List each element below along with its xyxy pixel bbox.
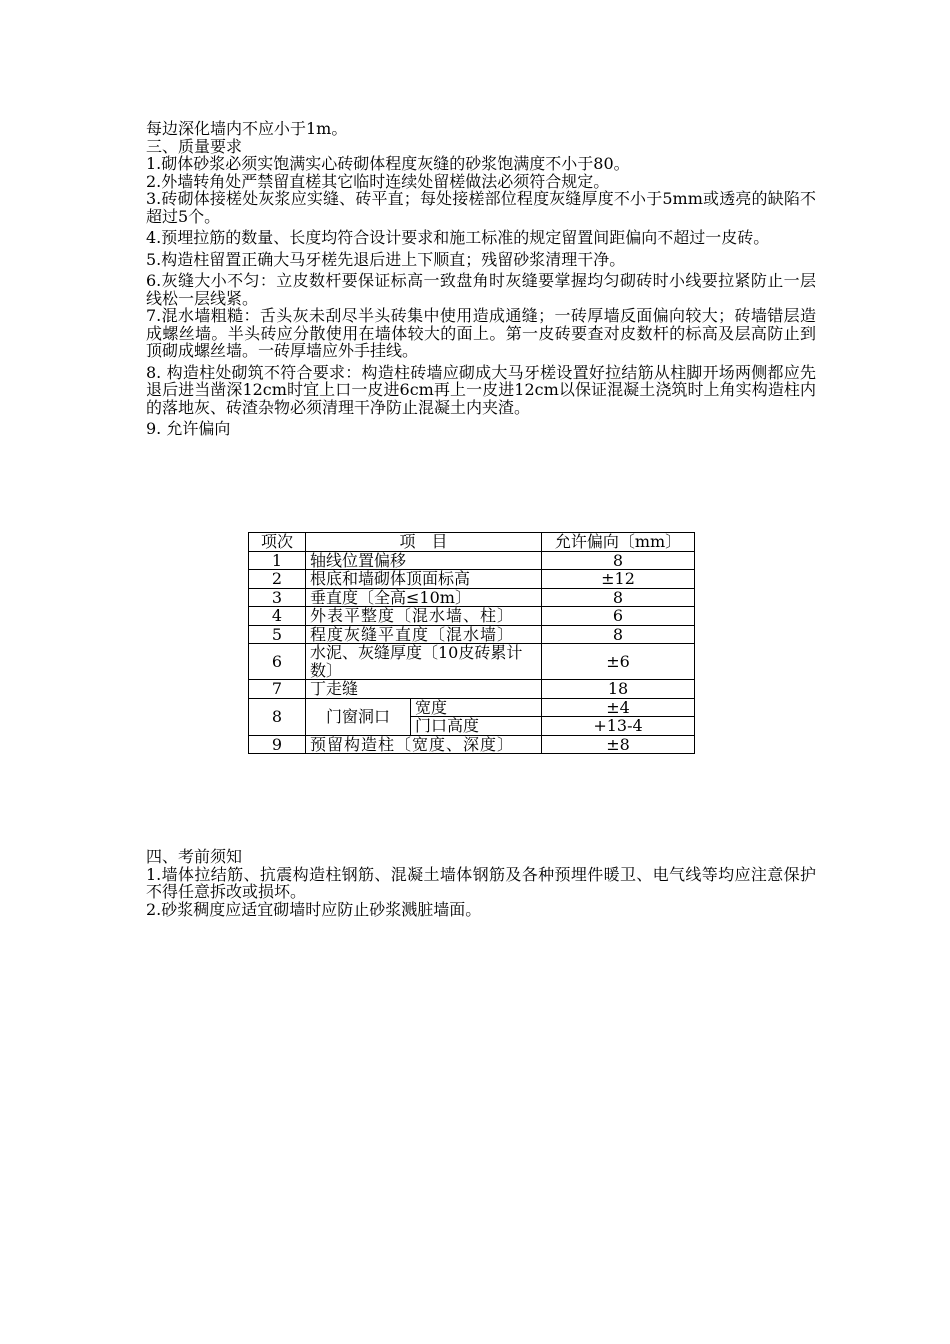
row-no: 5 — [249, 625, 306, 644]
table-row — [249, 644, 695, 680]
row-no: 8 — [249, 698, 306, 735]
row-no: 4 — [249, 607, 306, 626]
row-item: 程度灰缝平直度〔混水墙〕 — [306, 625, 542, 644]
row-value: ±8 — [542, 735, 695, 754]
row-no: 6 — [249, 644, 306, 680]
row-no: 9 — [249, 735, 306, 754]
row-no: 1 — [249, 551, 306, 570]
row-value: 8 — [542, 625, 695, 644]
row-value: 18 — [542, 680, 695, 699]
table-row — [249, 588, 695, 607]
paragraph: 2.外墙转角处严禁留直槎其它临时连续处留槎做法必须符合规定。 — [146, 171, 610, 191]
row-value: ±6 — [542, 644, 695, 680]
row-no: 3 — [249, 588, 306, 607]
header-no: 项次 — [249, 533, 306, 552]
row-no: 7 — [249, 680, 306, 699]
table-row — [249, 625, 695, 644]
header-value: 允许偏向〔mm〕 — [542, 533, 695, 552]
section-heading: 三、质量要求 — [146, 136, 243, 156]
section-heading: 四、考前须知 — [146, 847, 243, 866]
row-value: 8 — [542, 551, 695, 570]
row-item: 垂直度〔全高≤10m〕 — [306, 588, 542, 607]
paragraph: 3.砖砌体接槎处灰浆应实缝、砖平直；每处接槎部位程度灰缝厚度不小于5mm或透亮的缺陷不超过5个。 — [146, 189, 816, 226]
row-item: 预留构造柱〔宽度、深度〕 — [306, 735, 542, 754]
table-header-row — [249, 533, 695, 552]
tolerance-table — [248, 532, 695, 754]
row-value: ±12 — [542, 570, 695, 589]
row-value: 8 — [542, 588, 695, 607]
row-value: 6 — [542, 607, 695, 626]
paragraph: 9. 允许偏向 — [146, 419, 231, 438]
row-subitem: 门口高度 — [411, 717, 542, 736]
paragraph: 6.灰缝大小不匀：立皮数杆要保证标高一致盘角时灰缝要掌握均匀砌砖时小线要拉紧防止一层线松一层线紧。 — [146, 271, 816, 308]
table-row — [249, 698, 695, 717]
header-item: 项 目 — [306, 533, 542, 552]
table-row — [249, 680, 695, 699]
row-item: 水泥、灰缝厚度〔10皮砖累计数〕 — [306, 644, 542, 680]
document-body-top — [146, 120, 816, 438]
paragraph: 4.预埋拉筋的数量、长度均符合设计要求和施工标准的规定留置间距偏向不超过一皮砖。 — [146, 228, 770, 247]
document-body-bottom — [146, 848, 816, 918]
table-row — [249, 570, 695, 589]
row-item: 外表平整度〔混水墙、柱〕 — [306, 607, 542, 626]
row-item: 根底和墙砌体顶面标高 — [306, 570, 542, 589]
paragraph: 5.构造柱留置正确大马牙槎先退后进上下顺直；残留砂浆清理干净。 — [146, 249, 626, 269]
row-no: 2 — [249, 570, 306, 589]
paragraph: 每边深化墙内不应小于1m。 — [146, 119, 348, 138]
row-item: 门窗洞口 — [306, 698, 411, 735]
paragraph: 1.墙体拉结筋、抗震构造柱钢筋、混凝土墙体钢筋及各种预埋件暖卫、电气线等均应注意保护不得任意拆改或损坏。 — [146, 864, 816, 901]
row-value: ±4 — [542, 698, 695, 717]
table-row — [249, 735, 695, 754]
table-row — [249, 607, 695, 626]
row-item: 丁走缝 — [306, 680, 542, 699]
paragraph: 1.砌体砂浆必须实饱满实心砖砌体程度灰缝的砂浆饱满度不小于80。 — [146, 154, 630, 173]
paragraph: 8. 构造柱处砌筑不符合要求：构造柱砖墙应砌成大马牙槎设置好拉结筋从柱脚开场两侧都应先退后进当凿深12cm时宜上口一皮进6cm再上一皮进12cm以保证混凝土浇筑时上角实构造柱内的落地灰、砖渣杂物必须清理干净防止混凝土内夹渣。 — [146, 362, 816, 417]
row-value: +13-4 — [542, 717, 695, 736]
paragraph: 7.混水墙粗糙：舌头灰未刮尽半头砖集中使用造成通缝；一砖厚墙反面偏向较大；砖墙错层造成螺丝墙。半头砖应分散使用在墙体较大的面上。第一皮砖要查对皮数杆的标高及层高防止到顶砌成螺丝墙。一砖厚墙应外手挂线。 — [146, 306, 816, 360]
row-item: 轴线位置偏移 — [306, 551, 542, 570]
paragraph: 2.砂浆稠度应适宜砌墙时应防止砂浆溅脏墙面。 — [146, 899, 482, 919]
row-subitem: 宽度 — [411, 698, 542, 717]
table-row — [249, 551, 695, 570]
